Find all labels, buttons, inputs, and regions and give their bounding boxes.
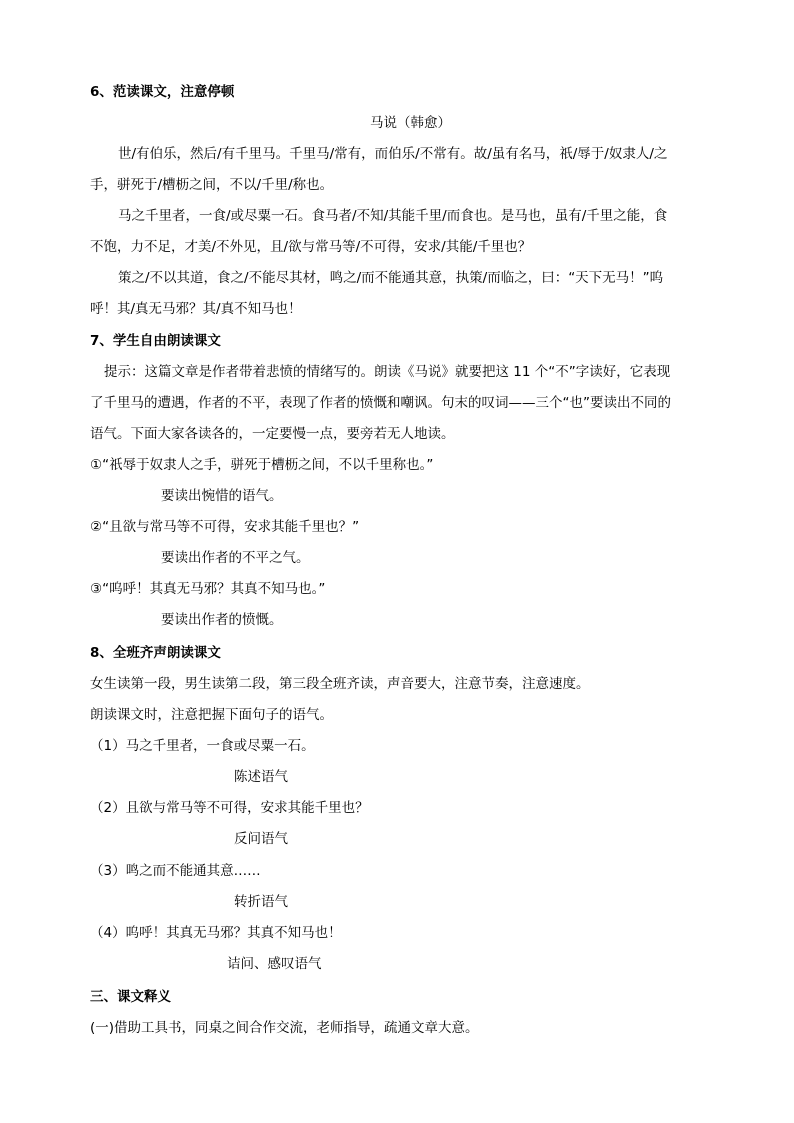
paragraph-3-line-1: 策之/不以其道，食之/不能尽其材，鸣之/而不能通其意，执策/而临之，曰：“天下无马！”呜 (118, 270, 664, 286)
reading-note-1: 要读出惋惜的语气。 (161, 488, 283, 504)
reading-note-3: 要读出作者的愤慨。 (161, 612, 283, 628)
tone-sentence-2: （2）且欲与常马等不可得，安求其能千里也？ (90, 800, 369, 816)
section-3-line-1: (一)借助工具书，同桌之间合作交流，老师指导，疏通文章大意。 (90, 1020, 479, 1036)
tip-line-2: 了千里马的遭遇，作者的不平，表现了作者的愤慨和嘲讽。句末的叹词——三个“也”要读出不同的 (90, 395, 671, 411)
reading-quote-1: ①“祇辱于奴隶人之手，骈死于槽枥之间，不以千里称也。” (90, 457, 434, 473)
reading-quote-3: ③“呜呼！其真无马邪？其真不知马也。” (90, 581, 326, 597)
tone-label-1: 陈述语气 (234, 769, 288, 785)
tip-line-1: 提示：这篇文章是作者带着悲愤的情绪写的。朗读《马说》就要把这 11 个“不”字读好，它表现 (104, 364, 671, 380)
reading-note-2: 要读出作者的不平之气。 (161, 550, 310, 566)
tone-label-4: 诘问、感叹语气 (227, 956, 322, 972)
tone-label-2: 反问语气 (234, 831, 288, 847)
text-title: 马说（韩愈） (370, 115, 451, 131)
section-8-line-2: 朗读课文时，注意把握下面句子的语气。 (90, 707, 333, 723)
paragraph-1-line-1: 世/有伯乐，然后/有千里马。千里马/常有，而伯乐/不常有。故/虽有名马，祇/辱于/奴隶人/之 (118, 146, 668, 162)
paragraph-3-line-2: 呼！其/真无马邪？其/真不知马也！ (90, 301, 302, 317)
paragraph-2-line-1: 马之千里者，一食/或尽粟一石。食马者/不知/其能千里/而食也。是马也，虽有/千里之能，食 (118, 208, 668, 224)
tone-label-3: 转折语气 (234, 894, 288, 910)
tone-sentence-1: （1）马之千里者，一食或尽粟一石。 (90, 738, 315, 754)
tone-sentence-4: （4）呜呼！其真无马邪？其真不知马也！ (90, 925, 342, 941)
paragraph-1-line-2: 手，骈死于/槽枥之间，不以/千里/称也。 (90, 177, 334, 193)
tip-line-3: 语气。下面大家各读各的，一定要慢一点，要旁若无人地读。 (90, 426, 455, 442)
section-3-heading: 三、课文释义 (90, 989, 171, 1005)
reading-quote-2: ②“且欲与常马等不可得，安求其能千里也？” (90, 519, 360, 535)
section-8-heading: 8、全班齐声朗读课文 (90, 645, 221, 661)
section-8-line-1: 女生读第一段，男生读第二段，第三段全班齐读，声音要大，注意节奏，注意速度。 (90, 676, 590, 692)
paragraph-2-line-2: 不饱，力不足，才美/不外见，且/欲与常马等/不可得，安求/其能/千里也？ (90, 239, 532, 255)
section-7-heading: 7、学生自由朗读课文 (90, 333, 221, 349)
section-6-heading: 6、范读课文，注意停顿 (90, 84, 235, 100)
tone-sentence-3: （3）鸣之而不能通其意…… (90, 863, 261, 879)
